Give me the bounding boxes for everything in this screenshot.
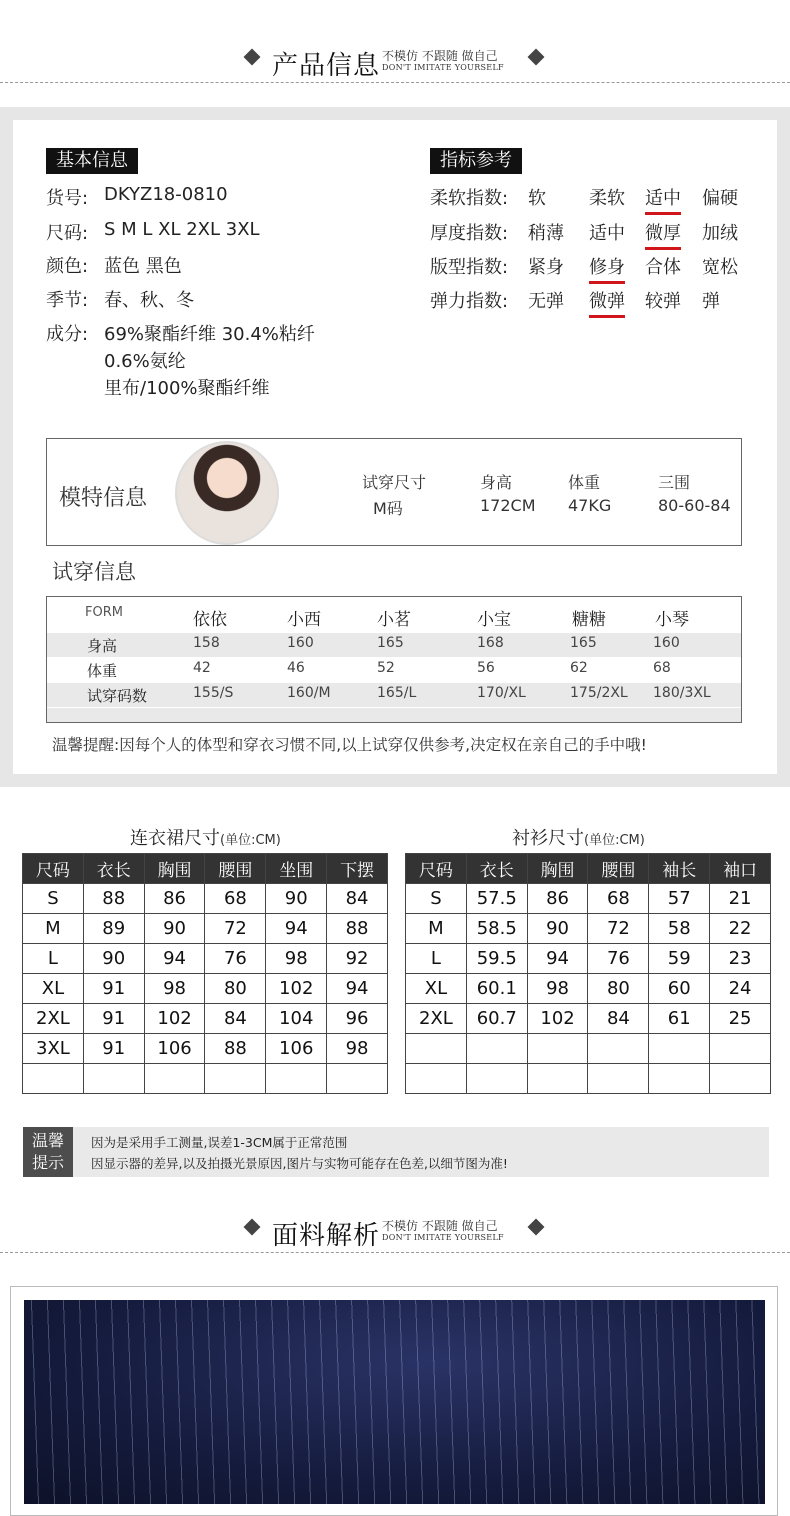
index-option: 弹	[702, 291, 720, 312]
fabric-header	[0, 1203, 790, 1253]
shirt-size-title	[512, 824, 645, 850]
basic-key: 季节:	[46, 290, 89, 311]
table-cell: 62	[570, 660, 588, 676]
composition-extra: 里布/100%聚酯纤维	[104, 378, 270, 399]
table-cell: 98	[144, 974, 205, 1004]
index-option: 柔软	[589, 188, 625, 209]
table-cell: 90	[527, 914, 588, 944]
table-cell: 60.7	[466, 1004, 527, 1034]
table-cell: 小西	[287, 610, 321, 630]
table-cell: 80	[205, 974, 266, 1004]
table-cell: 23	[710, 944, 771, 974]
index-option: 无弹	[528, 291, 564, 312]
selected-option: 微弹	[589, 287, 625, 318]
table-cell: 76	[205, 944, 266, 974]
table-cell: M	[23, 914, 84, 944]
table-cell: 91	[83, 1034, 144, 1064]
table-cell	[466, 1064, 527, 1094]
table-header	[406, 854, 771, 884]
table-cell: 98	[527, 974, 588, 1004]
table-cell: 80	[588, 974, 649, 1004]
slogan-cn: 不模仿 不跟随 做自己	[382, 49, 498, 63]
table-row	[406, 944, 771, 974]
note-line: 因显示器的差异,以及拍摄光景原因,图片与实物可能存在色差,以细节图为准!	[91, 1156, 508, 1171]
column-header: 衣长	[83, 854, 144, 884]
table-cell	[710, 1064, 771, 1094]
column-header: 腰围	[205, 854, 266, 884]
table-row	[406, 1064, 771, 1094]
table-cell: 小宝	[477, 610, 511, 630]
table-cell: 98	[327, 1034, 388, 1064]
table-cell: 72	[205, 914, 266, 944]
table-cell: 58	[649, 914, 710, 944]
diamond-icon	[528, 49, 545, 66]
divider	[0, 82, 790, 83]
table-cell: 160	[653, 635, 680, 651]
table-row	[47, 683, 741, 707]
table-cell: 25	[710, 1004, 771, 1034]
column-header: 袖口	[710, 854, 771, 884]
model-stat-label: 身高	[480, 473, 513, 492]
table-cell: M	[406, 914, 467, 944]
trial-tip: 温馨提醒:因每个人的体型和穿衣习惯不同,以上试穿仅供参考,决定权在亲自己的手中哦!	[52, 736, 647, 754]
table-cell: 3XL	[23, 1034, 84, 1064]
index-key: 厚度指数:	[430, 223, 509, 244]
table-cell: 76	[588, 944, 649, 974]
section-title: 产品信息	[272, 51, 381, 81]
table-cell: 102	[266, 974, 327, 1004]
section-title: 面料解析	[272, 1221, 381, 1251]
column-header: 胸围	[144, 854, 205, 884]
index-option: 宽松	[702, 257, 738, 278]
table-cell: 2XL	[23, 1004, 84, 1034]
table-cell: XL	[406, 974, 467, 1004]
column-header: 下摆	[327, 854, 388, 884]
table-cell: 94	[527, 944, 588, 974]
slogan-cn: 不模仿 不跟随 做自己	[382, 1219, 498, 1233]
table-cell: 158	[193, 635, 220, 651]
table-cell: 小琴	[655, 610, 689, 630]
table-cell: 60	[649, 974, 710, 1004]
index-key: 弹力指数:	[430, 291, 509, 312]
index-key: 版型指数:	[430, 257, 509, 278]
table-row	[406, 1004, 771, 1034]
table-cell: 165/L	[377, 685, 417, 701]
basic-key: 尺码:	[46, 223, 89, 244]
table-cell: 90	[144, 914, 205, 944]
table-cell: 155/S	[193, 685, 234, 701]
index-option: 稍薄	[528, 223, 564, 244]
column-header: 尺码	[406, 854, 467, 884]
table-cell: 57	[649, 884, 710, 914]
table-row	[23, 914, 388, 944]
trial-info-label: 试穿信息	[52, 560, 136, 584]
slogan-en: DON'T IMITATE YOURSELF	[382, 1233, 504, 1242]
table-cell: 86	[144, 884, 205, 914]
trial-table	[46, 596, 742, 723]
index-option: 软	[528, 188, 546, 209]
table-cell: 小茗	[377, 610, 411, 630]
diamond-icon	[528, 1219, 545, 1236]
table-cell: 170/XL	[477, 685, 526, 701]
table-cell: 22	[710, 914, 771, 944]
index-key: 柔软指数:	[430, 188, 509, 209]
table-cell: 84	[205, 1004, 266, 1034]
table-cell: 106	[266, 1034, 327, 1064]
index-option: 加绒	[702, 223, 738, 244]
table-cell	[266, 1064, 327, 1094]
fabric-image	[24, 1300, 765, 1504]
table-cell: 56	[477, 660, 495, 676]
note-line: 因为是采用手工测量,误差1-3CM属于正常范围	[91, 1135, 348, 1150]
column-header: 胸围	[527, 854, 588, 884]
table-cell: 68	[653, 660, 671, 676]
table-cell	[649, 1034, 710, 1064]
table-cell	[649, 1064, 710, 1094]
table-cell: 68	[588, 884, 649, 914]
table-cell: 糖糖	[572, 610, 606, 630]
table-cell: 60.1	[466, 974, 527, 1004]
table-cell: 102	[144, 1004, 205, 1034]
table-cell	[327, 1064, 388, 1094]
basic-value: 蓝色 黑色	[104, 256, 182, 277]
table-row	[23, 944, 388, 974]
basic-value: DKYZ18-0810	[104, 184, 228, 205]
table-cell: 104	[266, 1004, 327, 1034]
table-cell: 84	[588, 1004, 649, 1034]
model-avatar	[175, 441, 279, 545]
table-cell: 94	[144, 944, 205, 974]
table-cell: 94	[327, 974, 388, 1004]
measure-note	[23, 1127, 769, 1177]
table-cell: 180/3XL	[653, 685, 711, 701]
table-cell: 52	[377, 660, 395, 676]
table-cell	[710, 1034, 771, 1064]
table-header	[47, 603, 741, 629]
shirt-size-table	[405, 853, 771, 1094]
dress-size-table	[22, 853, 388, 1094]
column-header: 袖长	[649, 854, 710, 884]
table-cell: 96	[327, 1004, 388, 1034]
table-cell: L	[406, 944, 467, 974]
model-info-label: 模特信息	[59, 486, 148, 511]
table-cell: 91	[83, 1004, 144, 1034]
table-cell: 试穿码数	[87, 687, 148, 705]
table-row	[23, 1064, 388, 1094]
table-cell: 88	[205, 1034, 266, 1064]
basic-key: 颜色:	[46, 256, 89, 277]
diamond-icon	[244, 1219, 261, 1236]
unit-text: (单位:CM)	[584, 833, 645, 848]
tag-line: 温馨	[31, 1131, 64, 1150]
basic-key: 货号:	[46, 188, 89, 209]
column-header: 衣长	[466, 854, 527, 884]
dress-title-text: 连衣裙尺寸	[130, 828, 220, 849]
table-row	[47, 658, 741, 682]
table-cell: S	[23, 884, 84, 914]
table-cell: 21	[710, 884, 771, 914]
table-cell: 2XL	[406, 1004, 467, 1034]
table-cell	[23, 1064, 84, 1094]
table-cell: 90	[83, 944, 144, 974]
table-cell: 160	[287, 635, 314, 651]
model-stat-value: M码	[373, 499, 403, 518]
table-row	[23, 884, 388, 914]
model-stat-label: 体重	[568, 473, 601, 492]
table-row	[406, 914, 771, 944]
index-option: 偏硬	[702, 188, 738, 209]
table-cell: 61	[649, 1004, 710, 1034]
table-cell: 90	[266, 884, 327, 914]
dress-size-title	[130, 824, 281, 850]
table-cell: FORM	[85, 605, 123, 620]
table-cell	[406, 1064, 467, 1094]
table-cell	[588, 1034, 649, 1064]
table-cell: 175/2XL	[570, 685, 628, 701]
model-stat-label: 试穿尺寸	[362, 473, 427, 492]
table-cell: 72	[588, 914, 649, 944]
table-cell: 89	[83, 914, 144, 944]
table-cell	[144, 1064, 205, 1094]
basic-key: 成分:	[46, 324, 89, 345]
table-cell: XL	[23, 974, 84, 1004]
table-cell	[83, 1064, 144, 1094]
table-cell: 68	[205, 884, 266, 914]
table-cell	[205, 1064, 266, 1094]
table-cell	[527, 1034, 588, 1064]
selected-option: 微厚	[645, 219, 681, 250]
index-option: 合体	[645, 257, 681, 278]
table-cell: 体重	[87, 662, 118, 680]
note-tag	[23, 1127, 73, 1177]
table-row	[406, 1034, 771, 1064]
column-header: 腰围	[588, 854, 649, 884]
table-cell: 58.5	[466, 914, 527, 944]
table-cell: 165	[570, 635, 597, 651]
table-cell: 身高	[87, 637, 118, 655]
table-cell: 59.5	[466, 944, 527, 974]
model-stat-value: 80-60-84	[658, 496, 731, 515]
basic-value: 春、秋、冬	[104, 290, 194, 311]
index-option: 适中	[589, 223, 625, 244]
diamond-icon	[244, 49, 261, 66]
table-cell: 46	[287, 660, 305, 676]
table-cell: 160/M	[287, 685, 331, 701]
table-row	[23, 974, 388, 1004]
table-row	[47, 708, 741, 722]
shirt-title-text: 衬衫尺寸	[512, 828, 584, 849]
table-cell: 106	[144, 1034, 205, 1064]
model-stat-label: 三围	[658, 473, 691, 492]
index-option: 紧身	[528, 257, 564, 278]
table-cell: 91	[83, 974, 144, 1004]
table-cell: 86	[527, 884, 588, 914]
table-cell: 59	[649, 944, 710, 974]
product-info-header	[0, 33, 790, 83]
table-cell: 24	[710, 974, 771, 1004]
selected-option: 适中	[645, 184, 681, 215]
table-cell: 84	[327, 884, 388, 914]
table-cell: L	[23, 944, 84, 974]
table-cell: 94	[266, 914, 327, 944]
model-stat-value: 47KG	[568, 496, 612, 515]
table-cell: S	[406, 884, 467, 914]
basic-value: S M L XL 2XL 3XL	[104, 219, 260, 240]
table-cell: 88	[327, 914, 388, 944]
model-stat-value: 172CM	[480, 496, 536, 515]
table-header	[23, 854, 388, 884]
table-cell: 57.5	[466, 884, 527, 914]
table-cell	[466, 1034, 527, 1064]
table-row	[23, 1034, 388, 1064]
unit-text: (单位:CM)	[220, 833, 281, 848]
index-option: 较弹	[645, 291, 681, 312]
table-cell	[588, 1064, 649, 1094]
table-cell: 168	[477, 635, 504, 651]
basic-value: 69%聚酯纤维 30.4%粘纤	[104, 324, 315, 345]
basic-info-label: 基本信息	[46, 148, 138, 174]
table-row	[47, 633, 741, 657]
slogan-en: DON'T IMITATE YOURSELF	[382, 63, 504, 72]
column-header: 尺码	[23, 854, 84, 884]
table-cell: 依依	[193, 610, 227, 630]
table-cell: 42	[193, 660, 211, 676]
table-cell: 88	[83, 884, 144, 914]
divider	[0, 1252, 790, 1253]
tag-line: 提示	[31, 1153, 64, 1172]
composition-extra: 0.6%氨纶	[104, 351, 186, 372]
table-cell	[527, 1064, 588, 1094]
table-cell	[406, 1034, 467, 1064]
table-row	[406, 884, 771, 914]
column-header: 坐围	[266, 854, 327, 884]
table-row	[406, 974, 771, 1004]
selected-option: 修身	[589, 253, 625, 284]
table-cell: 98	[266, 944, 327, 974]
table-cell: 92	[327, 944, 388, 974]
index-label: 指标参考	[430, 148, 522, 174]
table-cell: 102	[527, 1004, 588, 1034]
table-row	[23, 1004, 388, 1034]
table-cell: 165	[377, 635, 404, 651]
